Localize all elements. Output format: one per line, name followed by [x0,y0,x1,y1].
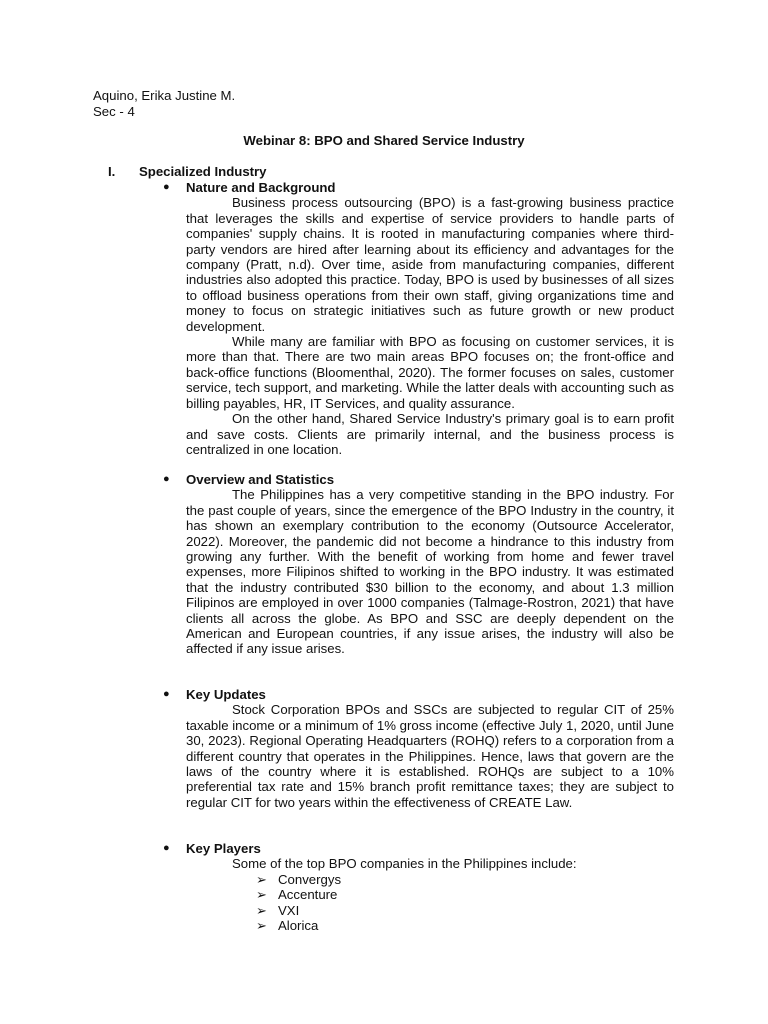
subsection-heading: Key Players [186,841,261,856]
list-item [186,903,674,918]
document-title: Webinar 8: BPO and Shared Service Industry [243,133,525,148]
list-item [186,872,674,887]
subsection-heading: Key Updates [186,687,266,702]
arrow-bullet-icon: ➢ [256,871,268,887]
list-item [186,918,674,933]
company-name: Accenture [278,887,338,903]
company-name: Convergys [278,871,342,887]
bullet-icon: ● [163,842,170,854]
paragraph: The Philippines has a very competitive standing in the BPO industry. For the past couple of years, since the emergence of the BPO Industry in the country, it has shown an exemplary contribution to the economy (Outsource Accelerator, 2022). Moreover, the pandemic did not become a hindrance to this industry from growing any further. With the benefit of working from home and fewer travel expenses, more Filipinos shifted to working in the BPO industry. It was estimated that the industry contributed $30 billion to the economy, and about 1.3 million Filipinos are employed in over 1000 companies (Talmage-Rostron, 2021) that have clients all across the globe. As BPO and SSC are deeply dependent on the American and European countries, if any issue arises, the industry will also be affected if any issue arises. [186,487,674,657]
arrow-bullet-icon: ➢ [256,902,268,918]
company-name: Alorica [278,918,319,934]
list-item [186,887,674,902]
bullet-icon: ● [163,181,170,193]
subsection-key-updates [163,687,674,810]
subsection-nature-background [163,180,674,457]
subsection-heading: Overview and Statistics [186,472,335,487]
arrow-bullet-icon: ➢ [256,887,268,903]
subsection-overview-statistics [163,472,674,657]
list-intro: Some of the top BPO companies in the Philippines include: [232,856,577,872]
company-list [186,872,674,934]
class-section: Sec - 4 [93,104,135,119]
bullet-icon: ● [163,473,170,485]
company-name: VXI [278,902,300,918]
bullet-icon: ● [163,688,170,700]
paragraph: While many are familiar with BPO as focusing on customer services, it is more than that. There are two main areas BPO focuses on; the front-office and back-office functions (Bloomenthal, 2020). The former focuses on sales, customer service, tech support, and marketing. While the latter deals with accounting such as billing payables, HR, IT Services, and quality assurance. [186,334,674,411]
paragraph: Business process outsourcing (BPO) is a fast-growing business practice that leverages the skills and expertise of service providers to handle parts of companies' supply chains. It is rooted in manufacturing companies where third-party vendors are hired after learning about its efficiency and advantages for the company (Pratt, n.d). Over time, aside from manufacturing companies, different industries also adopted this practice. Today, BPO is used by businesses of all sizes to offload business operations from their own staff, giving organizations time and money to focus on strategic initiatives such as future growth or new product development. [186,195,674,334]
author-name: Aquino, Erika Justine M. [93,88,236,103]
subsection-key-players [163,841,674,934]
subsection-heading: Nature and Background [186,180,336,195]
paragraph: Stock Corporation BPOs and SSCs are subjected to regular CIT of 25% taxable income or a minimum of 1% gross income (effective July 1, 2020, until June 30, 2023). Regional Operating Headquarters (ROHQ) refers to a corporation from a different country that operates in the Philippines. Hence, laws that govern are the laws of the country where it is established. ROHQs are subject to a 10% preferential tax rate and 15% branch profit remittance taxes; they are subject to regular CIT for two years within the effectiveness of CREATE Law. [186,702,674,810]
section-numeral: I. [108,164,116,179]
arrow-bullet-icon: ➢ [256,918,268,934]
paragraph: On the other hand, Shared Service Industry's primary goal is to earn profit and save costs. Clients are primarily internal, and the business process is centralized in one location. [186,411,674,457]
section-heading: Specialized Industry [139,164,267,179]
